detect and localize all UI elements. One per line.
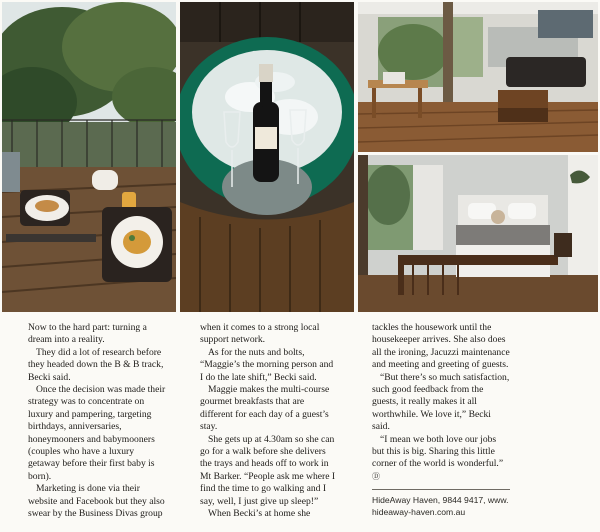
- paragraph: [372, 434, 510, 484]
- paragraph: tackles the housework until the housekeeper arrives. She also does all the ironing, Jacuzzi maintenance and meeting and greeting of guests.: [372, 322, 510, 371]
- paragraph: “But there’s so much satisfaction, such good feedback from the guests, it really makes it all worthwhile. We love it,” Becki said.: [372, 371, 510, 433]
- photo-spa-champagne: [180, 2, 354, 312]
- photo-lounge-room: [358, 2, 598, 152]
- photo-bedroom: [358, 155, 598, 312]
- article-column-1: [28, 322, 166, 521]
- paragraph: They did a lot of research before they headed down the B & B track, Becki said.: [28, 346, 164, 383]
- paragraph: Once the decision was made their strategy was to concentrate on luxury and pampering, targeting birthdays, anniversaries, honeymooners and babymooners (couples who have a luxury getaway before their first baby is born).: [28, 384, 166, 482]
- paragraph: She gets up at 4.30am so she can go for a walk before she delivers the trays and heads off to work in Mt Barker. “People ask me where I find the time to go walking and I say, well, I just give up sleep!”: [200, 433, 336, 507]
- paragraph: Marketing is done via their website and Facebook but they also swear by the Business Divas group: [28, 483, 165, 520]
- paragraph: when it comes to a strong local support network.: [200, 322, 320, 346]
- article-column-3: [372, 322, 510, 518]
- paragraph: Now to the hard part: turning a dream into a reality.: [28, 322, 147, 346]
- contact-credit: HideAway Haven, 9844 9417, www. hideaway-haven.com.au: [372, 489, 510, 518]
- paragraph: As for the nuts and bolts, “Maggie’s the morning person and I do the late shift,” Becki said.: [200, 346, 334, 383]
- paragraph-text: “I mean we both love our jobs but this is big. Sharing this little corner of the world is wonderful.”: [372, 433, 504, 470]
- paragraph: Maggie makes the multi-course gourmet breakfasts that are different for each day of a guest’s stay.: [200, 384, 330, 433]
- end-mark-icon: Ⓓ: [372, 471, 380, 481]
- photo-balcony-breakfast: [2, 2, 176, 312]
- article-column-2: [200, 322, 338, 521]
- paragraph: When Becki’s at home she: [208, 508, 311, 520]
